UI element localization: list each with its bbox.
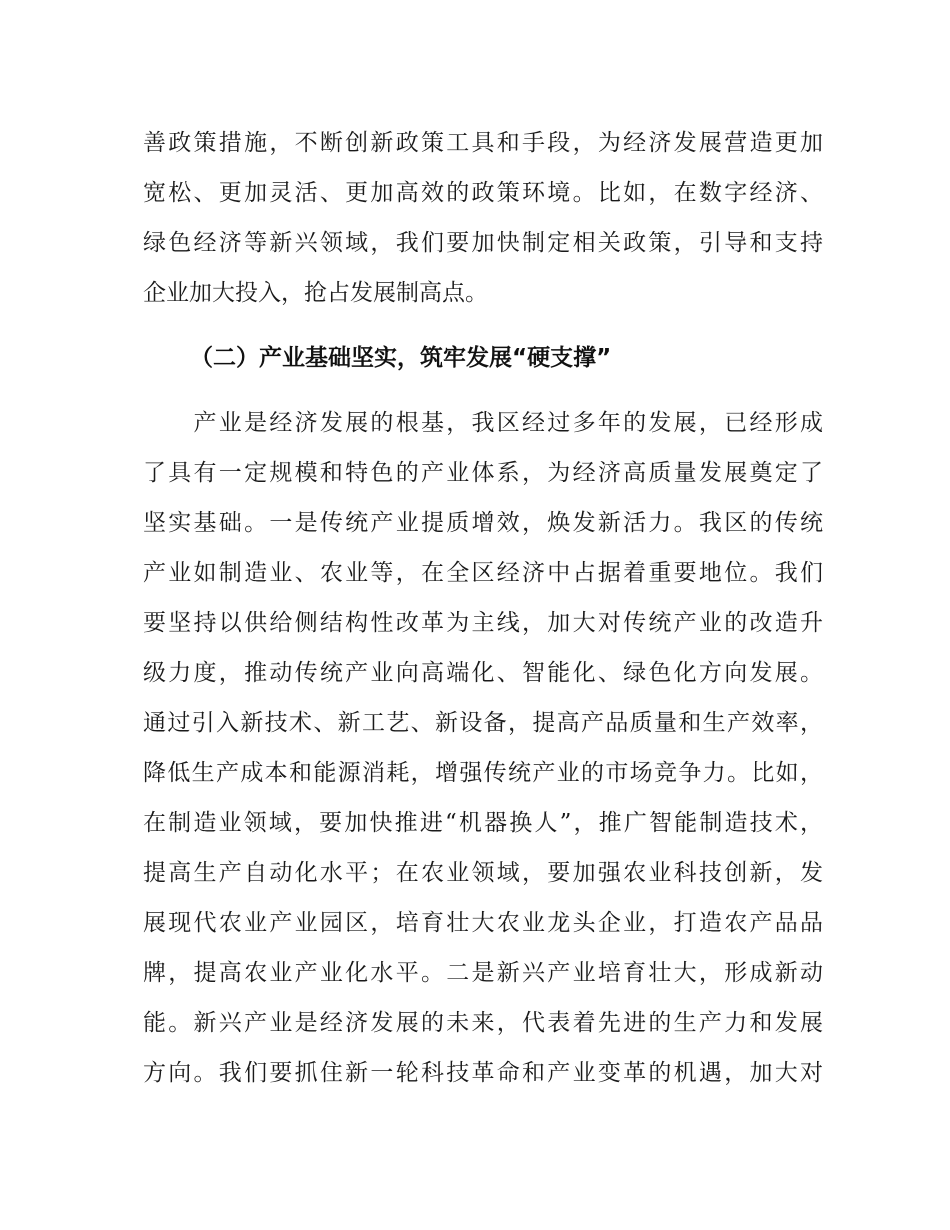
section-heading: （二）产业基础坚实，筑牢发展“硬支撑”: [190, 345, 612, 371]
paragraph-line: 方向。我们要抓住新一轮科技革命和产业变革的机遇，加大对: [143, 1060, 823, 1086]
paragraph-line: 提高生产自动化水平；在农业领域，要加强农业科技创新，发: [143, 860, 823, 886]
paragraph-line: 产业是经济发展的根基，我区经过多年的发展，已经形成: [143, 410, 823, 436]
paragraph-line: 善政策措施，不断创新政策工具和手段，为经济发展营造更加: [143, 130, 823, 156]
paragraph-line: 展现代农业产业园区，培育壮大农业龙头企业，打造农产品品: [143, 910, 823, 936]
paragraph-line: 了具有一定规模和特色的产业体系，为经济高质量发展奠定了: [143, 460, 823, 486]
paragraph-line: 宽松、更加灵活、更加高效的政策环境。比如，在数字经济、: [143, 180, 823, 206]
paragraph-line: 企业加大投入，抢占发展制高点。: [143, 280, 488, 306]
paragraph-line: 降低生产成本和能源消耗，增强传统产业的市场竞争力。比如，: [143, 760, 823, 786]
paragraph-line: 要坚持以供给侧结构性改革为主线，加大对传统产业的改造升: [143, 610, 823, 636]
paragraph-line: 在制造业领域，要加快推进“机器换人”，推广智能制造技术，: [143, 810, 823, 836]
paragraph-line: 能。新兴产业是经济发展的未来，代表着先进的生产力和发展: [143, 1010, 823, 1036]
paragraph-line: 产业如制造业、农业等，在全区经济中占据着重要地位。我们: [143, 560, 823, 586]
paragraph-line: 坚实基础。一是传统产业提质增效，焕发新活力。我区的传统: [143, 510, 823, 536]
paragraph-line: 绿色经济等新兴领域，我们要加快制定相关政策，引导和支持: [143, 230, 823, 256]
paragraph-line: 通过引入新技术、新工艺、新设备，提高产品质量和生产效率，: [143, 710, 823, 736]
paragraph-line: 级力度，推动传统产业向高端化、智能化、绿色化方向发展。: [143, 660, 823, 686]
paragraph-line: 牌，提高农业产业化水平。二是新兴产业培育壮大，形成新动: [143, 960, 823, 986]
